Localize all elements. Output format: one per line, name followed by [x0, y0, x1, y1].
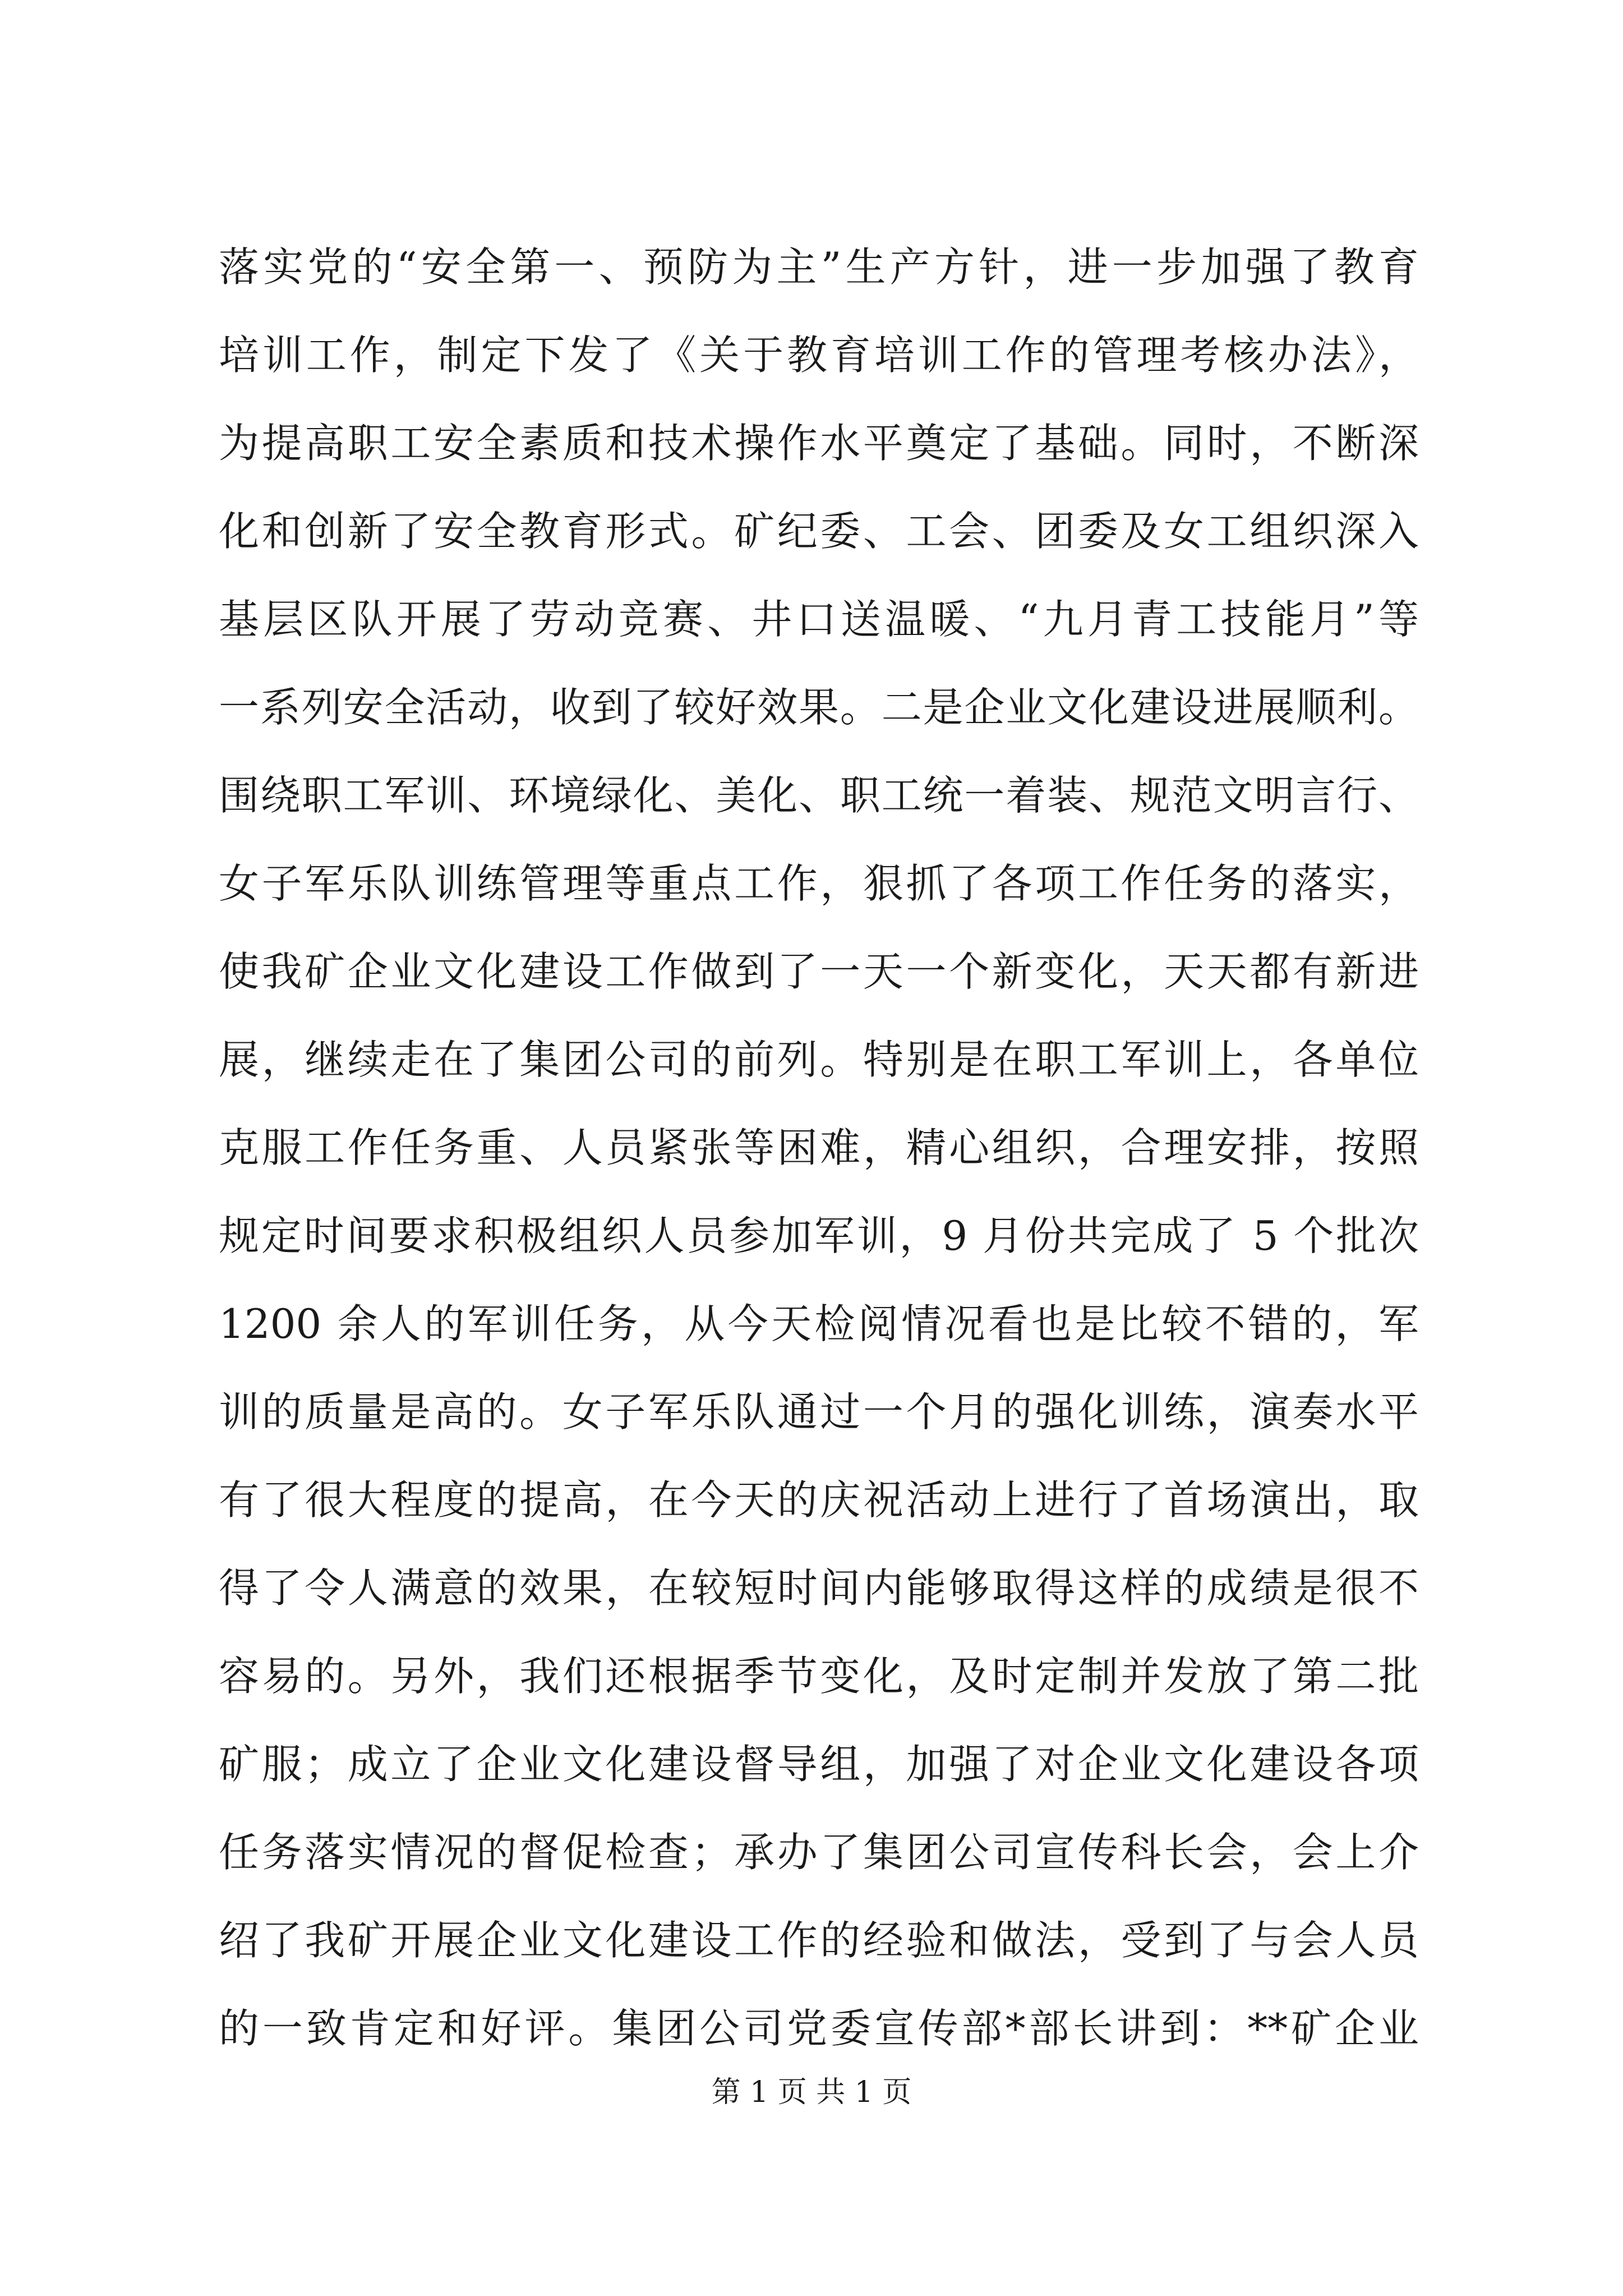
text-line: 规定时间要求积极组织人员参加军训，9 月份共完成了 5 个批次: [219, 1212, 1419, 1259]
text-line: 得了令人满意的效果，在较短时间内能够取得这样的成绩是很不: [219, 1565, 1419, 1612]
text-line: 任务落实情况的督促检查；承办了集团公司宣传科长会，会上介: [219, 1829, 1419, 1876]
text-line: 的一致肯定和好评。集团公司党委宣传部*部长讲到：**矿企业: [219, 2005, 1419, 2052]
text-line: 基层区队开展了劳动竞赛、井口送温暖、“九月青工技能月”等: [219, 596, 1419, 643]
text-line: 绍了我矿开展企业文化建设工作的经验和做法，受到了与会人员: [219, 1917, 1419, 1964]
text-line: 女子军乐队训练管理等重点工作，狠抓了各项工作任务的落实，: [219, 860, 1419, 907]
text-line: 容易的。另外，我们还根据季节变化，及时定制并发放了第二批: [219, 1653, 1419, 1700]
text-line: 展，继续走在了集团公司的前列。特别是在职工军训上，各单位: [219, 1036, 1419, 1083]
text-line: 为提高职工安全素质和技术操作水平奠定了基础。同时，不断深: [219, 420, 1419, 467]
text-line: 化和创新了安全教育形式。矿纪委、工会、团委及女工组织深入: [219, 508, 1419, 555]
text-line: 训的质量是高的。女子军乐队通过一个月的强化训练，演奏水平: [219, 1388, 1419, 1435]
body-paragraph: [219, 223, 1419, 2073]
text-line: 1200 余人的军训任务，从今天检阅情况看也是比较不错的，军: [219, 1300, 1419, 1347]
text-line: 围绕职工军训、环境绿化、美化、职工统一着装、规范文明言行、: [219, 772, 1419, 819]
text-line: 培训工作，制定下发了《关于教育培训工作的管理考核办法》，: [219, 332, 1419, 379]
text-line: 落实党的“安全第一、预防为主”生产方针，进一步加强了教育: [219, 243, 1419, 291]
text-line: 有了很大程度的提高，在今天的庆祝活动上进行了首场演出，取: [219, 1476, 1419, 1524]
page-footer: 第 1 页 共 1 页: [711, 2076, 912, 2109]
text-line: 一系列安全活动，收到了较好效果。二是企业文化建设进展顺利。: [219, 684, 1419, 731]
text-line: 克服工作任务重、人员紧张等困难，精心组织，合理安排，按照: [219, 1124, 1419, 1171]
text-line: 矿服；成立了企业文化建设督导组，加强了对企业文化建设各项: [219, 1741, 1419, 1788]
text-line: 使我矿企业文化建设工作做到了一天一个新变化，天天都有新进: [219, 948, 1419, 995]
